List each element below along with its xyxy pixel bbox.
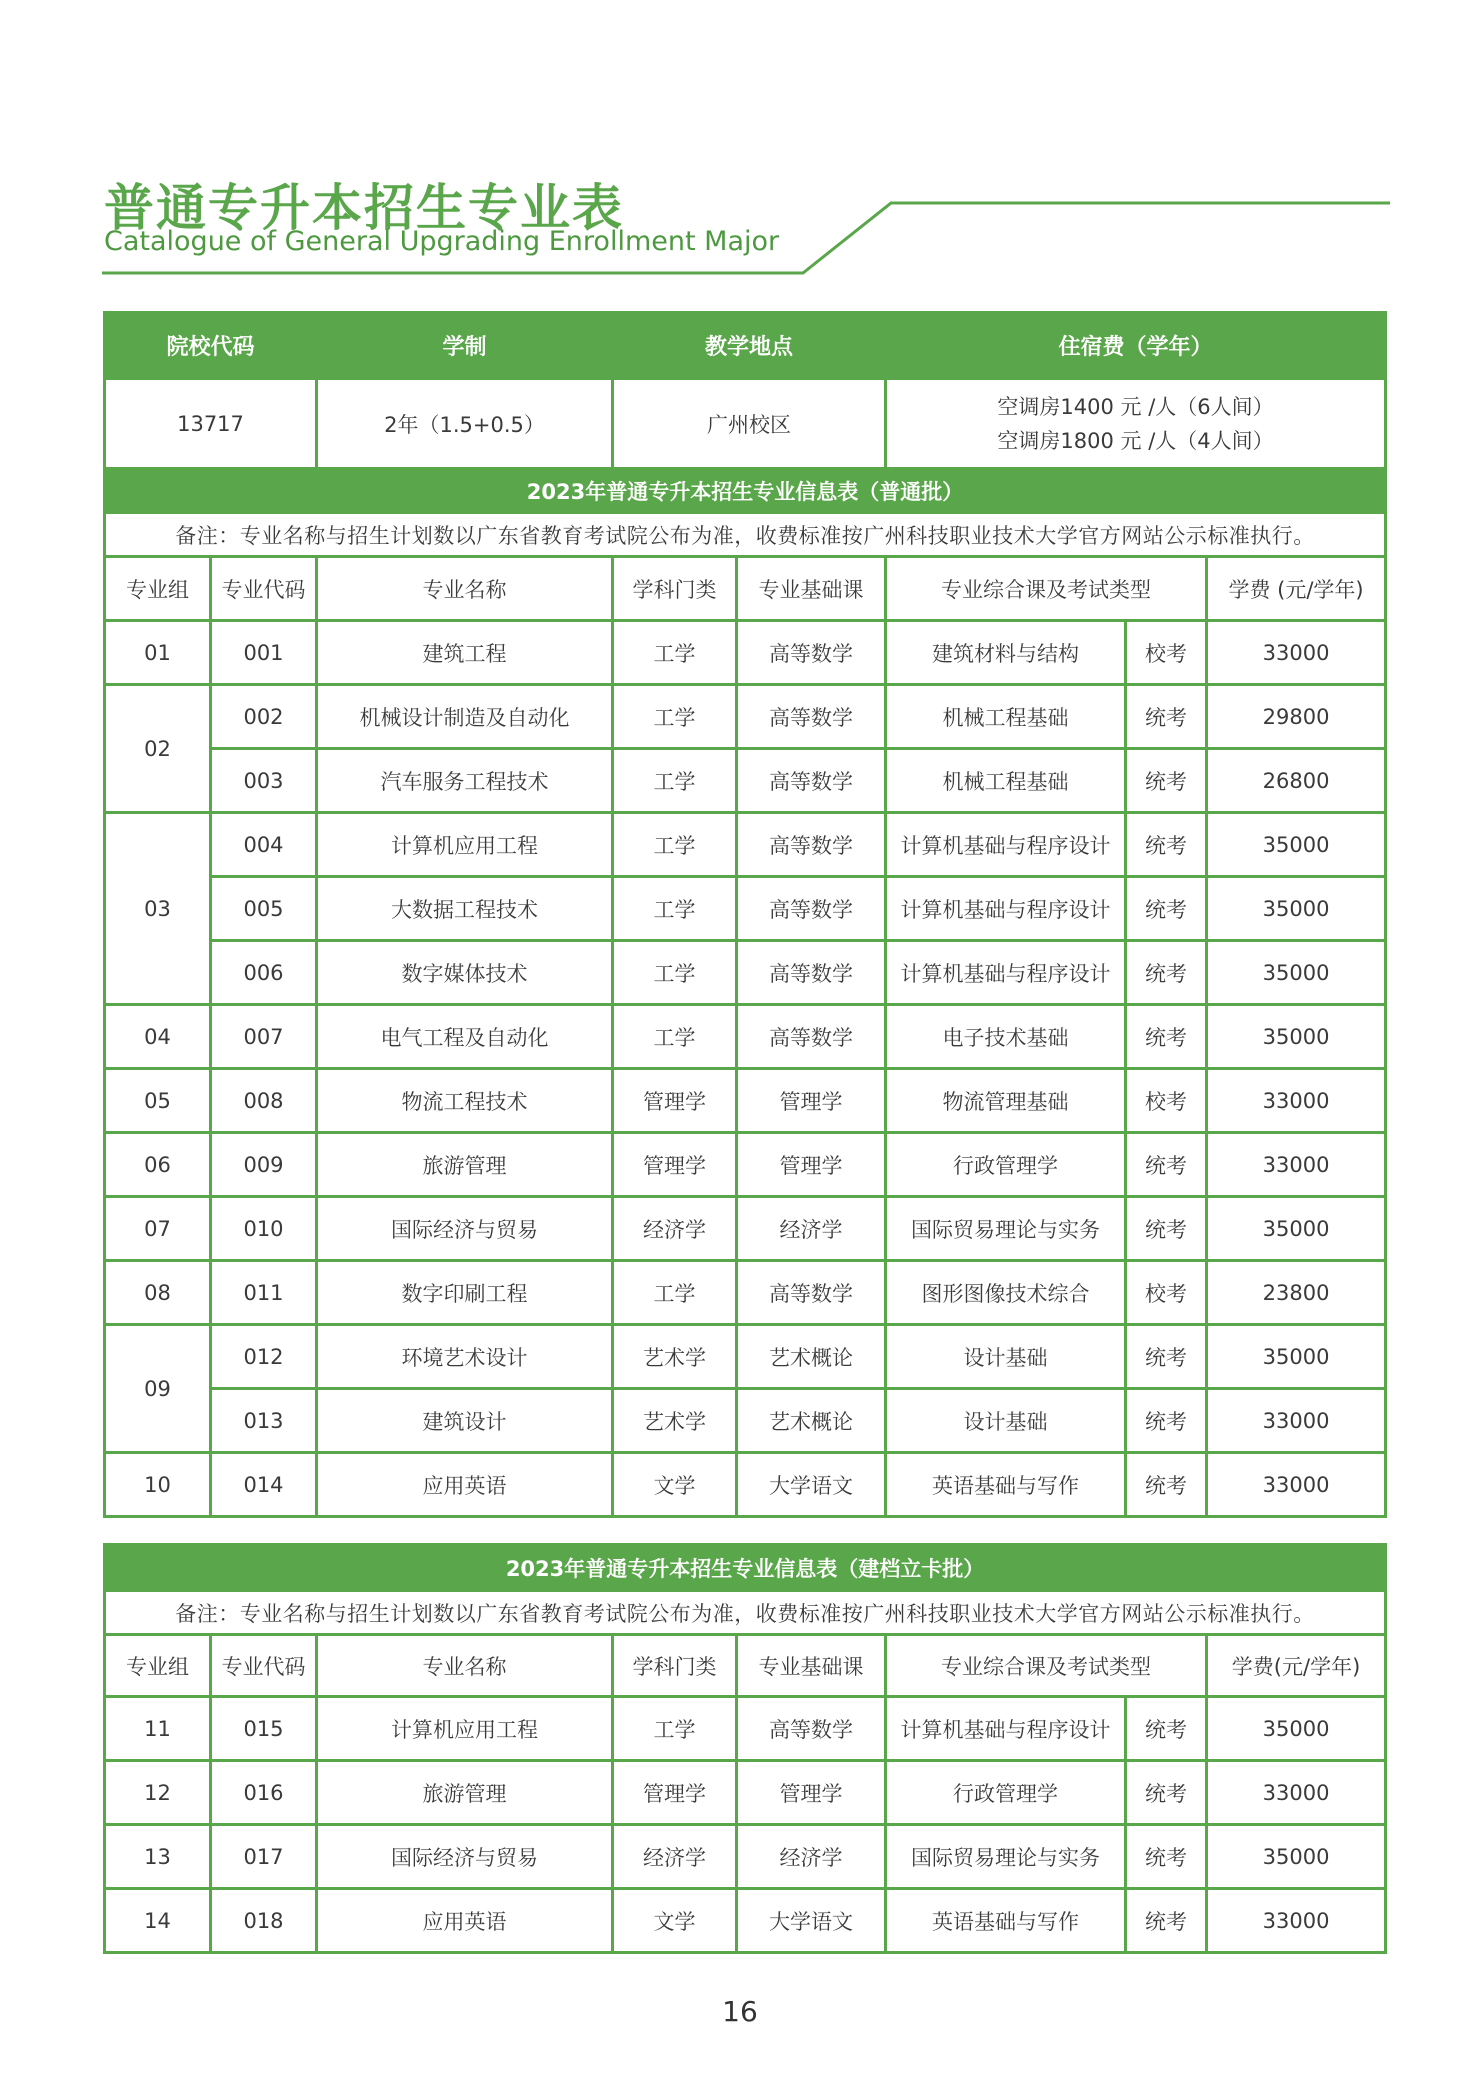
major-name: 建筑工程 — [317, 621, 613, 685]
tuition-fee: 35000 — [1207, 1325, 1386, 1389]
header-dorm-fee: 住宿费（学年） — [886, 313, 1386, 379]
comprehensive-course: 计算机基础与程序设计 — [886, 877, 1126, 941]
basic-course: 经济学 — [737, 1825, 886, 1889]
major-code: 012 — [211, 1325, 317, 1389]
school-info-row — [105, 379, 1386, 469]
exam-type: 统考 — [1126, 1453, 1207, 1517]
major-group: 01 — [105, 621, 211, 685]
tuition-fee: 29800 — [1207, 685, 1386, 749]
basic-course: 高等数学 — [737, 1261, 886, 1325]
col-header-basic: 专业基础课 — [737, 557, 886, 621]
comprehensive-course: 国际贸易理论与实务 — [886, 1825, 1126, 1889]
basic-course: 高等数学 — [737, 1697, 886, 1761]
major-code: 001 — [211, 621, 317, 685]
table-row — [105, 813, 1386, 877]
tuition-fee: 35000 — [1207, 1697, 1386, 1761]
exam-type: 统考 — [1126, 749, 1207, 813]
comprehensive-course: 电子技术基础 — [886, 1005, 1126, 1069]
major-name: 建筑设计 — [317, 1389, 613, 1453]
exam-type: 统考 — [1126, 877, 1207, 941]
column-header-row — [105, 557, 1386, 621]
exam-type: 统考 — [1126, 1697, 1207, 1761]
comprehensive-course: 英语基础与写作 — [886, 1453, 1126, 1517]
major-group: 10 — [105, 1453, 211, 1517]
major-name: 电气工程及自动化 — [317, 1005, 613, 1069]
table-row — [105, 1325, 1386, 1389]
exam-type: 统考 — [1126, 1005, 1207, 1069]
tuition-fee: 35000 — [1207, 813, 1386, 877]
major-category: 工学 — [613, 941, 737, 1005]
exam-type: 统考 — [1126, 1197, 1207, 1261]
tuition-fee: 26800 — [1207, 749, 1386, 813]
basic-course: 高等数学 — [737, 1005, 886, 1069]
table-row — [105, 1825, 1386, 1889]
comprehensive-course: 设计基础 — [886, 1389, 1126, 1453]
exam-type: 统考 — [1126, 1825, 1207, 1889]
basic-course: 经济学 — [737, 1197, 886, 1261]
major-name: 数字媒体技术 — [317, 941, 613, 1005]
basic-course: 艺术概论 — [737, 1389, 886, 1453]
major-group: 13 — [105, 1825, 211, 1889]
table-row — [105, 1005, 1386, 1069]
comprehensive-course: 行政管理学 — [886, 1761, 1126, 1825]
comprehensive-course: 机械工程基础 — [886, 749, 1126, 813]
tuition-fee: 35000 — [1207, 1825, 1386, 1889]
note-row — [105, 513, 1386, 557]
tuition-fee: 35000 — [1207, 877, 1386, 941]
tuition-fee: 35000 — [1207, 1005, 1386, 1069]
major-name: 环境艺术设计 — [317, 1325, 613, 1389]
major-code: 018 — [211, 1889, 317, 1953]
major-group: 05 — [105, 1069, 211, 1133]
comprehensive-course: 计算机基础与程序设计 — [886, 941, 1126, 1005]
page-subtitle: Catalogue of General Upgrading Enrollment Major — [104, 226, 780, 257]
dorm-fee-line: 空调房1800 元 /人（4人间） — [997, 428, 1274, 453]
major-code: 011 — [211, 1261, 317, 1325]
basic-course: 高等数学 — [737, 813, 886, 877]
table-row — [105, 685, 1386, 749]
tuition-fee: 33000 — [1207, 1889, 1386, 1953]
school-info-header-row — [105, 313, 1386, 379]
major-group: 02 — [105, 685, 211, 813]
tuition-fee: 33000 — [1207, 1761, 1386, 1825]
major-code: 007 — [211, 1005, 317, 1069]
major-category: 文学 — [613, 1889, 737, 1953]
tuition-fee: 33000 — [1207, 621, 1386, 685]
basic-course: 高等数学 — [737, 877, 886, 941]
table-row — [105, 1133, 1386, 1197]
major-group: 04 — [105, 1005, 211, 1069]
comprehensive-course: 国际贸易理论与实务 — [886, 1197, 1126, 1261]
tuition-fee: 35000 — [1207, 1197, 1386, 1261]
major-code: 013 — [211, 1389, 317, 1453]
basic-course: 高等数学 — [737, 685, 886, 749]
major-name: 计算机应用工程 — [317, 1697, 613, 1761]
major-category: 管理学 — [613, 1761, 737, 1825]
major-name: 国际经济与贸易 — [317, 1825, 613, 1889]
major-code: 002 — [211, 685, 317, 749]
major-name: 旅游管理 — [317, 1761, 613, 1825]
exam-type: 统考 — [1126, 1325, 1207, 1389]
col-header-category: 学科门类 — [613, 1635, 737, 1697]
tuition-fee: 33000 — [1207, 1069, 1386, 1133]
school-duration: 2年（1.5+0.5） — [317, 379, 613, 469]
col-header-code: 专业代码 — [211, 557, 317, 621]
col-header-name: 专业名称 — [317, 1635, 613, 1697]
basic-course: 高等数学 — [737, 749, 886, 813]
school-campus: 广州校区 — [613, 379, 886, 469]
major-code: 017 — [211, 1825, 317, 1889]
major-code: 008 — [211, 1069, 317, 1133]
major-name: 机械设计制造及自动化 — [317, 685, 613, 749]
header-duration: 学制 — [317, 313, 613, 379]
major-category: 工学 — [613, 1697, 737, 1761]
exam-type: 统考 — [1126, 1389, 1207, 1453]
major-code: 005 — [211, 877, 317, 941]
major-category: 工学 — [613, 685, 737, 749]
table-row — [105, 877, 1386, 941]
tuition-fee: 33000 — [1207, 1453, 1386, 1517]
exam-type: 统考 — [1126, 813, 1207, 877]
major-code: 003 — [211, 749, 317, 813]
major-category: 工学 — [613, 813, 737, 877]
major-name: 计算机应用工程 — [317, 813, 613, 877]
table-row — [105, 1453, 1386, 1517]
table-row — [105, 749, 1386, 813]
col-header-basic: 专业基础课 — [737, 1635, 886, 1697]
major-category: 工学 — [613, 749, 737, 813]
table-row — [105, 1697, 1386, 1761]
col-header-name: 专业名称 — [317, 557, 613, 621]
comprehensive-course: 英语基础与写作 — [886, 1889, 1126, 1953]
exam-type: 校考 — [1126, 1261, 1207, 1325]
table-row — [105, 1197, 1386, 1261]
school-info-and-major-table — [103, 311, 1387, 1518]
col-header-code: 专业代码 — [211, 1635, 317, 1697]
major-category: 经济学 — [613, 1825, 737, 1889]
exam-type: 校考 — [1126, 1069, 1207, 1133]
comprehensive-course: 机械工程基础 — [886, 685, 1126, 749]
comprehensive-course: 物流管理基础 — [886, 1069, 1126, 1133]
major-name: 应用英语 — [317, 1889, 613, 1953]
header-school-code: 院校代码 — [105, 313, 317, 379]
basic-course: 管理学 — [737, 1069, 886, 1133]
comprehensive-course: 计算机基础与程序设计 — [886, 1697, 1126, 1761]
major-group: 07 — [105, 1197, 211, 1261]
major-name: 汽车服务工程技术 — [317, 749, 613, 813]
table-row — [105, 1069, 1386, 1133]
section2-title: 2023年普通专升本招生专业信息表（建档立卡批） — [105, 1545, 1386, 1591]
major-group: 11 — [105, 1697, 211, 1761]
major-category: 工学 — [613, 1261, 737, 1325]
table-row — [105, 1889, 1386, 1953]
header-campus: 教学地点 — [613, 313, 886, 379]
major-group: 14 — [105, 1889, 211, 1953]
col-header-comprehensive: 专业综合课及考试类型 — [886, 557, 1207, 621]
major-name: 物流工程技术 — [317, 1069, 613, 1133]
major-category: 艺术学 — [613, 1325, 737, 1389]
major-group: 08 — [105, 1261, 211, 1325]
exam-type: 统考 — [1126, 685, 1207, 749]
major-category: 管理学 — [613, 1069, 737, 1133]
comprehensive-course: 行政管理学 — [886, 1133, 1126, 1197]
section1-note: 备注：专业名称与招生计划数以广东省教育考试院公布为准，收费标准按广州科技职业技术大学官方网站公示标准执行。 — [105, 513, 1386, 557]
major-category: 工学 — [613, 621, 737, 685]
comprehensive-course: 图形图像技术综合 — [886, 1261, 1126, 1325]
major-category: 工学 — [613, 877, 737, 941]
basic-course: 高等数学 — [737, 941, 886, 1005]
exam-type: 统考 — [1126, 941, 1207, 1005]
major-name: 国际经济与贸易 — [317, 1197, 613, 1261]
basic-course: 大学语文 — [737, 1889, 886, 1953]
major-code: 014 — [211, 1453, 317, 1517]
major-code: 016 — [211, 1761, 317, 1825]
tuition-fee: 33000 — [1207, 1389, 1386, 1453]
exam-type: 统考 — [1126, 1761, 1207, 1825]
dorm-fee — [886, 379, 1386, 469]
table-row — [105, 621, 1386, 685]
column-header-row — [105, 1635, 1386, 1697]
col-header-category: 学科门类 — [613, 557, 737, 621]
comprehensive-course: 计算机基础与程序设计 — [886, 813, 1126, 877]
note-row — [105, 1591, 1386, 1635]
col-header-fee: 学费 (元/学年) — [1207, 557, 1386, 621]
basic-course: 高等数学 — [737, 621, 886, 685]
major-code: 006 — [211, 941, 317, 1005]
tuition-fee: 23800 — [1207, 1261, 1386, 1325]
major-code: 015 — [211, 1697, 317, 1761]
major-category: 经济学 — [613, 1197, 737, 1261]
comprehensive-course: 设计基础 — [886, 1325, 1126, 1389]
table-row — [105, 941, 1386, 1005]
major-name: 应用英语 — [317, 1453, 613, 1517]
basic-course: 大学语文 — [737, 1453, 886, 1517]
major-category: 艺术学 — [613, 1389, 737, 1453]
table-row — [105, 1261, 1386, 1325]
exam-type: 统考 — [1126, 1889, 1207, 1953]
dorm-fee-line: 空调房1400 元 /人（6人间） — [997, 394, 1274, 419]
basic-course: 管理学 — [737, 1761, 886, 1825]
major-group: 09 — [105, 1325, 211, 1453]
section2-note: 备注：专业名称与招生计划数以广东省教育考试院公布为准，收费标准按广州科技职业技术大学官方网站公示标准执行。 — [105, 1591, 1386, 1635]
major-name: 大数据工程技术 — [317, 877, 613, 941]
major-category: 文学 — [613, 1453, 737, 1517]
table-row — [105, 1761, 1386, 1825]
comprehensive-course: 建筑材料与结构 — [886, 621, 1126, 685]
major-name: 旅游管理 — [317, 1133, 613, 1197]
major-category: 管理学 — [613, 1133, 737, 1197]
major-name: 数字印刷工程 — [317, 1261, 613, 1325]
exam-type: 统考 — [1126, 1133, 1207, 1197]
section1-title: 2023年普通专升本招生专业信息表（普通批） — [105, 469, 1386, 513]
col-header-comprehensive: 专业综合课及考试类型 — [886, 1635, 1207, 1697]
major-category: 工学 — [613, 1005, 737, 1069]
major-group: 12 — [105, 1761, 211, 1825]
major-code: 009 — [211, 1133, 317, 1197]
tuition-fee: 35000 — [1207, 941, 1386, 1005]
major-group: 06 — [105, 1133, 211, 1197]
basic-course: 艺术概论 — [737, 1325, 886, 1389]
major-code: 004 — [211, 813, 317, 877]
page-number: 16 — [722, 1995, 758, 2028]
section-title-row — [105, 469, 1386, 513]
major-group: 03 — [105, 813, 211, 1005]
special-batch-major-table — [103, 1543, 1387, 1954]
exam-type: 校考 — [1126, 621, 1207, 685]
basic-course: 管理学 — [737, 1133, 886, 1197]
section-title-row — [105, 1545, 1386, 1591]
table-row — [105, 1389, 1386, 1453]
tuition-fee: 33000 — [1207, 1133, 1386, 1197]
school-code: 13717 — [105, 379, 317, 469]
col-header-group: 专业组 — [105, 557, 211, 621]
col-header-group: 专业组 — [105, 1635, 211, 1697]
major-code: 010 — [211, 1197, 317, 1261]
col-header-fee: 学费(元/学年) — [1207, 1635, 1386, 1697]
page-title: 普通专升本招生专业表 — [104, 179, 624, 237]
